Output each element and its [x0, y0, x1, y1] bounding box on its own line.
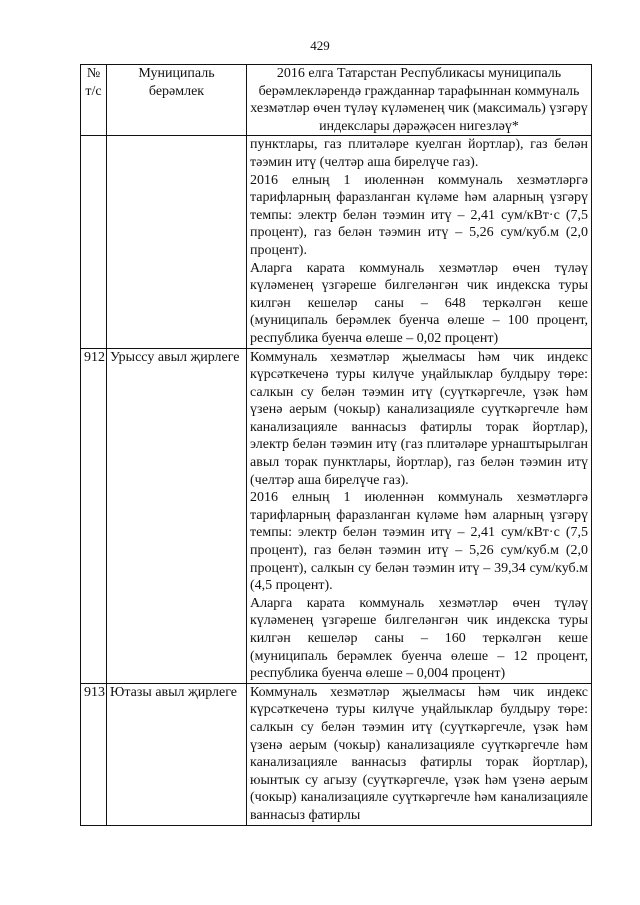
table-row-912 [81, 348, 592, 683]
paragraph: Аларга карата коммуналь хезмәтләр өчен түләү күләменең үзгәреше билгеләнгән чик индекска туры килгән кешеләр саны – 648 теркәлгән кеше (муниципаль берәмлек буенча өлеше – 100 процент, республика буенча өлеше – 0,02 процент) [250, 260, 588, 346]
paragraph: 2016 елның 1 июленнән коммуналь хезмәтләргә тарифларның фаразланган күләме һәм аларның үзгәрү темпы: электр белән тәэмин итү – 2,41 сум/кВт·с (7,5 процент), газ белән тәэмин итү – 5,26 сум/куб.м (2,0 процент). [250, 172, 588, 258]
municipal-index-table [80, 64, 592, 826]
paragraph: пунктлары, газ плитәләре куелган йортлар), газ белән тәэмин итү (челтәр аша бирелүче газ). [250, 137, 588, 170]
row-description [247, 348, 592, 683]
table-row-continuation [81, 136, 592, 348]
paragraph: 2016 елның 1 июленнән коммуналь хезмәтләргә тарифларның фаразланган күләме һәм аларның үзгәрү темпы: электр белән тәэмин итү – 2,41 сум/кВт·с (7,5 процент), газ белән тәэмин итү – 5,26 сум/куб.м (2,0 процент), салкын су белән тәэмин итү – 39,34 сум/куб.м (4,5 процент). [250, 490, 588, 594]
row-description [247, 683, 592, 825]
table-row-913 [81, 683, 592, 825]
paragraph: Коммуналь хезмәтләр җыелмасы һәм чик индекс күрсәткеченә туры килүче уңайлыклар булдыру төре: салкын су белән тәэмин итү (суүткәргечле, үзәк һәм үзенә аерым (чокыр) канализацияле суүткәргечле һәм канализацияле ваннасыз фатирлы торак йортлар), электр белән тәэмин итү (газ плитәләре урнаштырылган авыл торак пунктлары, йортлар), газ белән тәэмин итү (челтәр аша бирелүче газ). [250, 349, 588, 488]
header-municipality: Муниципаль берәмлек [107, 65, 247, 136]
row-number [81, 136, 107, 348]
header-number: № т/с [81, 65, 107, 136]
row-municipality [107, 136, 247, 348]
header-description: 2016 елга Татарстан Республикасы муниципаль берәмлекләрендә гражданнар тарафыннан коммуналь хезмәтләр өчен түләү күләменең чик (максималь) үзгәрү индекслары дәрәҗәсен нигезләү* [247, 65, 592, 136]
row-description [247, 136, 592, 348]
row-number: 913 [81, 683, 107, 825]
row-number: 912 [81, 348, 107, 683]
row-municipality: Ютазы авыл җирлеге [107, 683, 247, 825]
paragraph: Аларга карата коммуналь хезмәтләр өчен түләү күләменең үзгәреше билгеләнгән чик индекска туры килгән кешеләр саны – 160 теркәлгән кеше (муниципаль берәмлек буенча өлеше – 12 процент, республика буенча өлеше – 0,004 процент) [250, 595, 588, 682]
row-municipality: Урыссу авыл җирлеге [107, 348, 247, 683]
paragraph: Коммуналь хезмәтләр җыелмасы һәм чик индекс күрсәткеченә туры килүче уңайлыклар булдыру төре: салкын су белән тәэмин итү (суүткәргечле, үзәк һәм үзенә аерым (чокыр) канализацияле суүткәргечле һәм канализацияле ваннасыз фатирлы торак йортлар), юынтык су агызу (суүткәргечле, үзәк һәм үзенә аерым (чокыр) канализацияле суүткәргечле һәм канализацияле ваннасыз фатирлы [250, 684, 588, 823]
table-header-row [81, 65, 592, 136]
page-number: 429 [310, 38, 330, 53]
